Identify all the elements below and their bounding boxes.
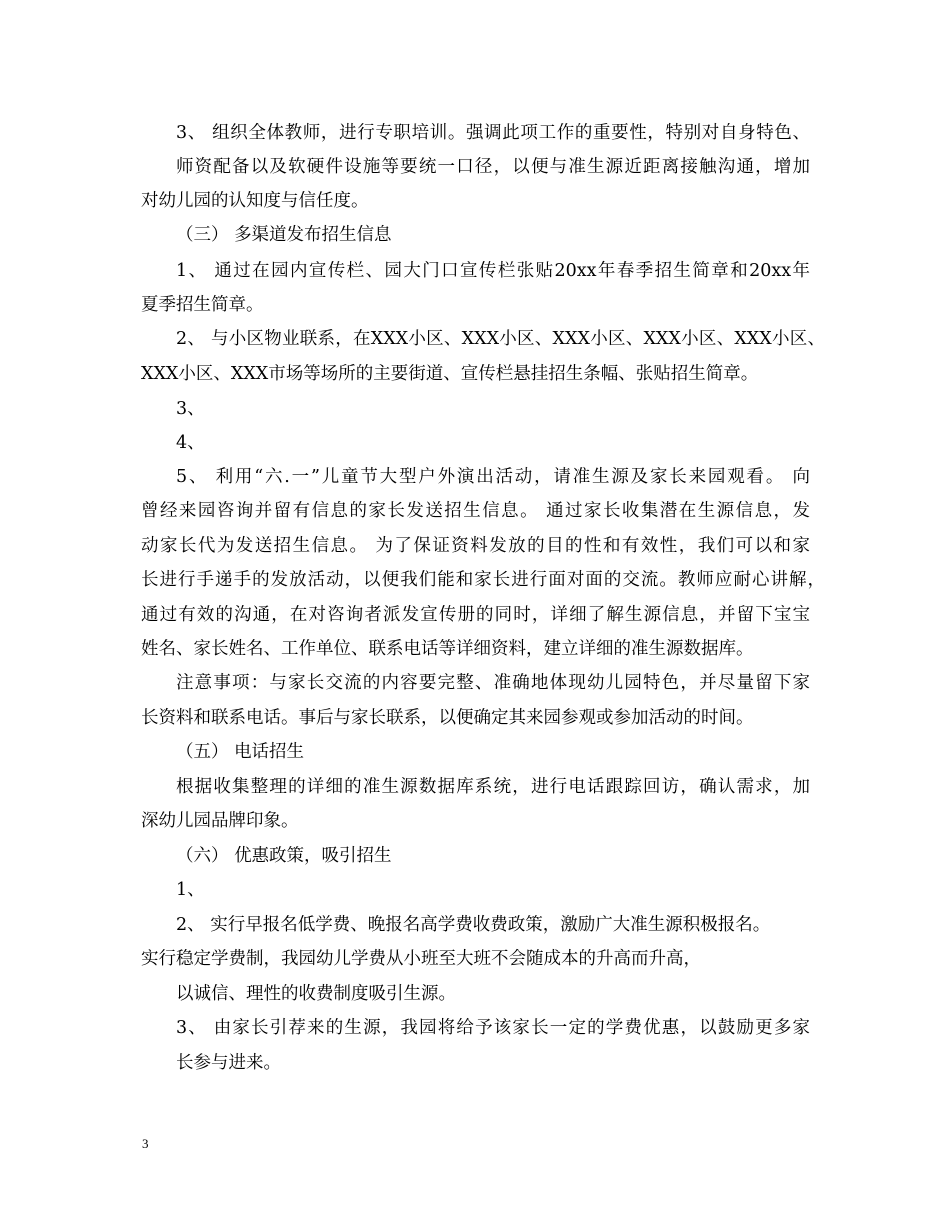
text-line: 长进行手递手的发放活动，以便我们能和家长进行面对面的交流。教师应耐心讲解， [141, 570, 825, 590]
text-line: 3、 [176, 399, 205, 419]
text-line: 曾经来园咨询并留有信息的家长发送招生信息。 通过家长收集潜在生源信息，发 [141, 501, 810, 521]
text-line: 1、 [176, 880, 205, 900]
text-line: 2、 与小区物业联系，在XXX小区、XXX小区、XXX小区、XXX小区、XXX小区、 [176, 329, 825, 349]
text-line: 2、 实行早报名低学费、晚报名高学费收费政策，激励广大准生源积极报名。 [176, 915, 771, 935]
text-line: 深幼儿园品牌印象。 [141, 811, 299, 831]
page-number: 3 [142, 1136, 149, 1151]
section-heading: （五） 电话招生 [176, 742, 305, 762]
text-line: XXX小区、XXX市场等场所的主要街道、宣传栏悬挂招生条幅、张贴招生简章。 [141, 364, 759, 384]
text-line: 姓名、家长姓名、工作单位、联系电话等详细资料，建立详细的准生源数据库。 [141, 639, 754, 659]
text-line: 1、 通过在园内宣传栏、园大门口宣传栏张贴20xx年春季招生简章和20xx年 [176, 261, 810, 281]
section-heading: （六） 优惠政策，吸引招生 [176, 846, 392, 866]
text-line: 夏季招生简章。 [141, 295, 264, 315]
text-line: 以诚信、理性的收费制度吸引生源。 [176, 984, 456, 1004]
section-heading: （三） 多渠道发布招生信息 [176, 225, 392, 245]
text-line: 根据收集整理的详细的准生源数据库系统，进行电话跟踪回访，确认需求，加 [176, 777, 810, 797]
text-line: 动家长代为发送招生信息。 为了保证资料发放的目的性和有效性，我们可以和家 [141, 536, 810, 556]
text-line: 通过有效的沟通，在对咨询者派发宣传册的同时，详细了解生源信息，并留下宝宝 [141, 605, 810, 625]
text-line: 长资料和联系电话。事后与家长联系，以便确定其来园参观或参加活动的时间。 [141, 708, 754, 728]
text-line: 注意事项：与家长交流的内容要完整、准确地体现幼儿园特色，并尽量留下家 [176, 673, 810, 693]
text-line: 3、 由家长引荐来的生源，我园将给予该家长一定的学费优惠，以鼓励更多家 [176, 1018, 810, 1038]
text-line: 5、 利用“六.一”儿童节大型户外演出活动，请准生源及家长来园观看。 向 [176, 467, 810, 487]
text-line: 长参与进来。 [176, 1053, 281, 1073]
text-line: 实行稳定学费制，我园幼儿学费从小班至大班不会随成本的升高而升高， [141, 949, 701, 969]
text-line: 对幼儿园的认知度与信任度。 [141, 191, 369, 211]
text-line: 3、 组织全体教师，进行专职培训。强调此项工作的重要性，特别对自身特色、 [176, 123, 810, 143]
text-line: 4、 [176, 433, 205, 453]
text-line: 师资配备以及软硬件设施等要统一口径，以便与准生源近距离接触沟通，增加 [176, 157, 810, 177]
